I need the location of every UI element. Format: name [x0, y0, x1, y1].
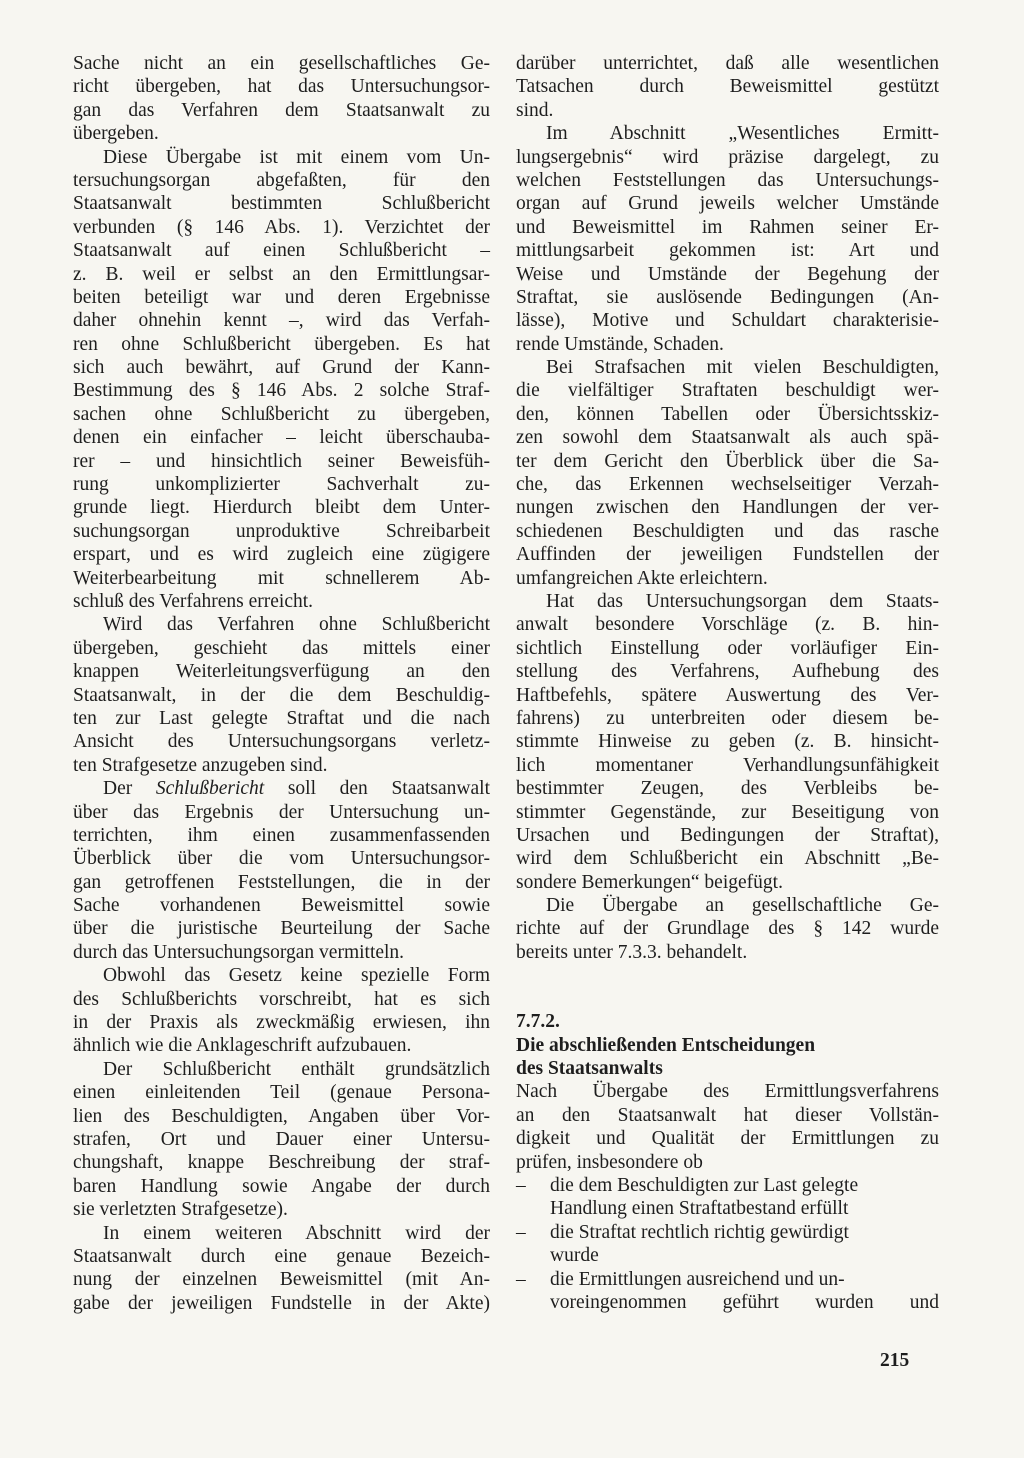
- text-line: Sache nicht an ein gesellschaftliches Ge-: [73, 53, 490, 74]
- text-line: Der Schlußbericht enthält grundsätzlich: [103, 1058, 490, 1080]
- text-line: Hat das Untersuchungsorgan dem Staats-: [546, 590, 939, 612]
- text-line: ten Strafgesetze anzugeben sind.: [73, 754, 328, 776]
- text-line: rung unkomplizierter Sachverhalt zu-: [73, 474, 490, 496]
- text-line: darüber unterrichtet, daß alle wesentlichen: [516, 53, 939, 74]
- text-line: gabe der jeweiligen Fundstelle in der Akte): [73, 1292, 490, 1314]
- text-line: ähnlich wie die Anklageschrift aufzubauen.: [73, 1035, 412, 1057]
- text-line: sichtlich Einstellung oder vorläufiger Ein-: [516, 637, 939, 659]
- text-line: über das Ergebnis der Untersuchung un-: [73, 801, 490, 823]
- text-line: knappen Weiterleitungsverfügung an den: [73, 661, 490, 683]
- section-heading-line: des Staatsanwalts: [516, 1058, 663, 1080]
- text-line: welchen Feststellungen das Untersuchungs-: [516, 169, 939, 191]
- section-gap: [516, 964, 939, 1010]
- text-line: digkeit und Qualität der Ermittlungen zu: [516, 1128, 939, 1150]
- text-line: in der Praxis als zweckmäßig erwiesen, ihn: [73, 1012, 490, 1034]
- text-line: grunde liegt. Hierdurch bleibt dem Unter-: [73, 497, 490, 519]
- text-line: Handlung einen Straftatbestand erfüllt: [550, 1198, 849, 1220]
- text-line: Ursachen und Bedingungen der Straftat),: [516, 824, 939, 846]
- text-line: erspart, und es wird zugleich eine zügigere: [73, 544, 490, 566]
- text-line: baren Handlung sowie Angabe der durch: [73, 1175, 490, 1197]
- text-line: durch das Untersuchungsorgan vermitteln.: [73, 941, 405, 963]
- section-heading-line: Die abschließenden Entscheidungen: [516, 1034, 816, 1056]
- text-line: denen ein einfacher – leicht überschauba-: [73, 427, 490, 449]
- text-line: In einem weiteren Abschnitt wird der: [103, 1222, 490, 1244]
- text-line: stimmte Hinweise zu geben (z. B. hinsicht-: [516, 731, 939, 753]
- text-line: che, das Erkennen wechselseitiger Verzah-: [516, 474, 939, 496]
- text-line: über die juristische Beurteilung der Sache: [73, 918, 490, 940]
- page-number: 215: [880, 1350, 910, 1371]
- text-line: gan das Verfahren dem Staatsanwalt zu: [73, 99, 490, 121]
- text-line: schiedenen Beschuldigten und das rasche: [516, 520, 939, 542]
- text-line: Staatsanwalt durch eine genaue Bezeich-: [73, 1245, 490, 1267]
- text-line: z. B. weil er selbst an den Ermittlungsar-: [73, 263, 490, 285]
- list-item-line: – die dem Beschuldigten zur Last gelegte: [516, 1174, 859, 1196]
- text-line: sind.: [516, 99, 554, 121]
- text-line: Im Abschnitt „Wesentliches Ermitt-: [546, 123, 939, 145]
- text-line: Die Übergabe an gesellschaftliche Ge-: [546, 895, 939, 917]
- text-line: Nach Übergabe des Ermittlungsverfahrens: [516, 1081, 939, 1103]
- right-text-column: [516, 52, 939, 1314]
- text-line: ten zur Last gelegte Straftat und die nach: [73, 707, 490, 729]
- text-line: wurde: [550, 1245, 599, 1267]
- text-line: bereits unter 7.3.3. behandelt.: [516, 941, 748, 963]
- text-line: organ auf Grund jeweils welcher Umstände: [516, 193, 939, 215]
- dash-bullet: –: [516, 1174, 526, 1196]
- text-line: Weise und Umstände der Begehung der: [516, 263, 939, 285]
- text-line: beiten beteiligt war und deren Ergebnisse: [73, 286, 490, 308]
- text-line: Staatsanwalt, in der die dem Beschuldig-: [73, 684, 490, 706]
- text-line: Auffinden der jeweiligen Fundstellen der: [516, 544, 939, 566]
- text-line: Staatsanwalt auf einen Schlußbericht –: [73, 240, 490, 262]
- text-line: mittlungsarbeit gekommen ist: Art und: [516, 240, 939, 262]
- text-line: ren ohne Schlußbericht übergeben. Es hat: [73, 333, 490, 355]
- text-line: gan getroffenen Feststellungen, die in der: [73, 871, 490, 893]
- text-line: prüfen, insbesondere ob: [516, 1151, 703, 1173]
- text-line: suchungsorgan unproduktive Schreibarbeit: [73, 520, 490, 542]
- text-line: anwalt besondere Vorschläge (z. B. hin-: [516, 614, 939, 636]
- text-line: Der Schlußbericht soll den Staatsanwalt: [103, 778, 490, 800]
- text-line: ter dem Gericht den Überblick über die Sa-: [516, 450, 939, 472]
- text-line: richte auf der Grundlage des § 142 wurde: [516, 918, 939, 940]
- text-line: stimmter Gegenstände, zur Beseitigung von: [516, 801, 939, 823]
- text-line: nung der einzelnen Beweismittel (mit An-: [73, 1269, 490, 1291]
- dash-bullet: –: [516, 1221, 526, 1243]
- text-line: tersuchungsorgan abgefaßten, für den: [73, 169, 490, 191]
- text-line: richt übergeben, hat das Untersuchungsor-: [73, 76, 490, 98]
- text-line: sie verletzten Strafgesetze).: [73, 1199, 288, 1221]
- dash-bullet: –: [516, 1268, 526, 1290]
- section-heading-line: 7.7.2.: [516, 1011, 560, 1033]
- text-line: übergeben.: [73, 123, 159, 145]
- text-line: Diese Übergabe ist mit einem vom Un-: [103, 146, 490, 168]
- text-line: lässe), Motive und Schuldart charakterisie-: [516, 310, 939, 332]
- text-line: umfangreichen Akte erleichtern.: [516, 567, 768, 589]
- text-line: Wird das Verfahren ohne Schlußbericht: [103, 614, 490, 636]
- text-line: zen sowohl dem Staatsanwalt als auch spä-: [516, 427, 939, 449]
- text-line: daher ohnehin kennt –, wird das Verfah-: [73, 310, 490, 332]
- text-line: Straftat, sie auslösende Bedingungen (An-: [516, 286, 939, 308]
- left-text-column: [73, 52, 490, 1315]
- text-line: lich momentaner Verhandlungsunfähigkeit: [516, 754, 939, 776]
- text-line: fahrens) zu unterbreiten oder diesem be-: [516, 707, 939, 729]
- text-line: den, können Tabellen oder Übersichtsskiz-: [516, 403, 939, 425]
- text-line: lien des Beschuldigten, Angaben über Vor-: [73, 1105, 490, 1127]
- text-line: übergeben, geschieht das mittels einer: [73, 637, 490, 659]
- text-line: des Schlußberichts vorschreibt, hat es sich: [73, 988, 490, 1010]
- list-item-line: – die Straftat rechtlich richtig gewürdigt: [516, 1221, 849, 1243]
- text-line: rer – und hinsichtlich seiner Beweisfüh-: [73, 450, 490, 472]
- text-line: terrichten, ihm einen zusammenfassenden: [73, 824, 490, 846]
- text-line: sich auch bewährt, auf Grund der Kann-: [73, 357, 490, 379]
- text-line: stellung des Verfahrens, Aufhebung des: [516, 661, 939, 683]
- text-line: schluß des Verfahrens erreicht.: [73, 590, 314, 612]
- text-line: wird dem Schlußbericht ein Abschnitt „Be-: [516, 848, 939, 870]
- text-line: sachen ohne Schlußbericht zu übergeben,: [73, 403, 490, 425]
- text-line: nungen zwischen den Handlungen der ver-: [516, 497, 939, 519]
- text-line: Überblick über die vom Untersuchungsor-: [73, 848, 490, 870]
- text-line: Obwohl das Gesetz keine spezielle Form: [103, 965, 490, 987]
- text-line: Staatsanwalt bestimmten Schlußbericht: [73, 193, 490, 215]
- text-line: Ansicht des Untersuchungsorgans verletz-: [73, 731, 490, 753]
- text-line: einen einleitenden Teil (genaue Persona-: [73, 1082, 490, 1104]
- text-line: voreingenommen geführt wurden und: [550, 1291, 939, 1313]
- text-line: bestimmter Zeugen, des Verbleibs be-: [516, 778, 939, 800]
- text-line: rende Umstände, Schaden.: [516, 333, 724, 355]
- text-line: Sache vorhandenen Beweismittel sowie: [73, 895, 490, 917]
- text-line: chungshaft, knappe Beschreibung der straf-: [73, 1152, 490, 1174]
- text-line: strafen, Ort und Dauer einer Untersu-: [73, 1128, 490, 1150]
- text-line: Bestimmung des § 146 Abs. 2 solche Straf-: [73, 380, 490, 402]
- text-line: und Beweismittel im Rahmen seiner Er-: [516, 216, 939, 238]
- text-line: Haftbefehls, spätere Auswertung des Ver-: [516, 684, 939, 706]
- text-line: Tatsachen durch Beweismittel gestützt: [516, 76, 939, 98]
- text-line: Weiterbearbeitung mit schnellerem Ab-: [73, 567, 490, 589]
- list-item-line: – die Ermittlungen ausreichend und un-: [516, 1268, 845, 1290]
- text-line: die vielfältiger Straftaten beschuldigt wer-: [516, 380, 939, 402]
- text-line: Bei Strafsachen mit vielen Beschuldigten,: [546, 357, 939, 379]
- text-line: an den Staatsanwalt hat dieser Vollstän-: [516, 1104, 939, 1126]
- text-line: verbunden (§ 146 Abs. 1). Verzichtet der: [73, 216, 490, 238]
- text-line: lungsergebnis“ wird präzise dargelegt, zu: [516, 146, 939, 168]
- text-line: sondere Bemerkungen“ beigefügt.: [516, 871, 783, 893]
